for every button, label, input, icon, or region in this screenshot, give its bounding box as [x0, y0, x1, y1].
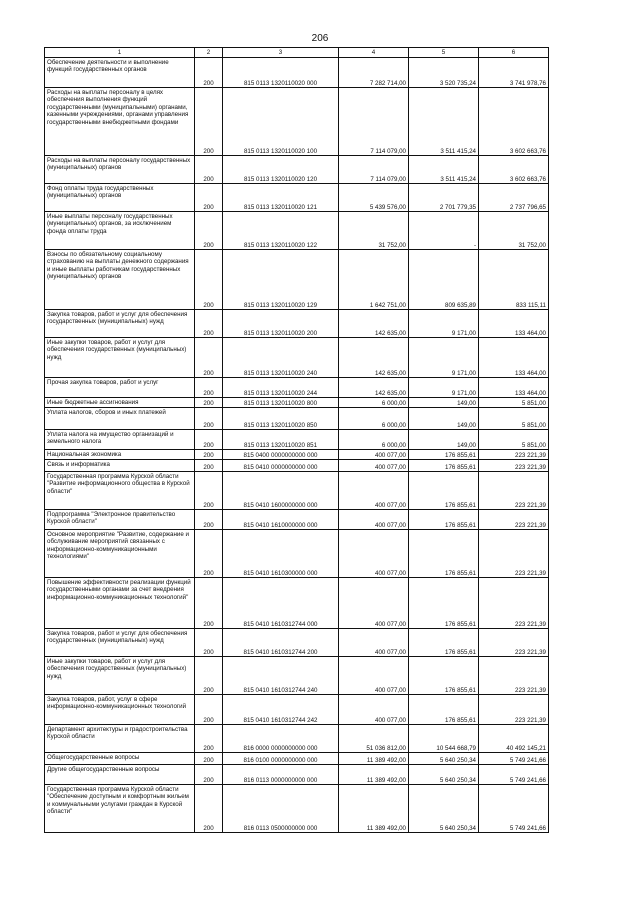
row-code-cell: 200 [195, 510, 223, 530]
row-executed-cell: 9 171,00 [409, 378, 479, 398]
table-row [45, 629, 549, 657]
row-classification-cell: 815 0410 1610312744 242 [223, 695, 339, 725]
row-classification-cell: 815 0410 1610312744 240 [223, 657, 339, 695]
table-row [45, 88, 549, 156]
row-name-cell: Закупка товаров, работ и услуг для обеспечения государственных (муниципальных) нужд [45, 629, 195, 657]
row-classification-cell: 815 0113 1320110020 850 [223, 408, 339, 430]
row-executed-cell: 176 855,61 [409, 450, 479, 460]
row-remaining-cell: 223 221,39 [479, 472, 549, 510]
row-classification-cell: 815 0410 1600000000 000 [223, 472, 339, 510]
row-executed-cell: 5 640 250,34 [409, 753, 479, 765]
table-row [45, 510, 549, 530]
row-approved-cell: 400 077,00 [339, 472, 409, 510]
column-header: 2 [195, 48, 223, 58]
row-classification-cell: 815 0113 1320110020 851 [223, 430, 339, 450]
row-classification-cell: 816 0113 0000000000 000 [223, 765, 339, 785]
row-executed-cell: 5 640 250,34 [409, 785, 479, 833]
row-approved-cell: 7 282 714,00 [339, 58, 409, 88]
row-approved-cell: 6 000,00 [339, 408, 409, 430]
table-row [45, 578, 549, 629]
row-approved-cell: 51 036 812,00 [339, 725, 409, 753]
row-executed-cell: 176 855,61 [409, 629, 479, 657]
row-name-cell: Расходы на выплаты персоналу в целях обеспечения выполнения функций государственными (муниципальными) органами, казенными учреждениями, органами управления государственными внебюджетными фондами [45, 88, 195, 156]
row-code-cell: 200 [195, 785, 223, 833]
row-remaining-cell: 223 221,39 [479, 629, 549, 657]
row-name-cell: Государственная программа Курской области "Обеспечение доступным и комфортным жильем и коммунальными услугами граждан в Курской области" [45, 785, 195, 833]
row-name-cell: Иные закупки товаров, работ и услуг для обеспечения государственных (муниципальных) нужд [45, 338, 195, 378]
row-remaining-cell: 223 221,39 [479, 460, 549, 472]
row-code-cell: 200 [195, 88, 223, 156]
row-executed-cell: 176 855,61 [409, 695, 479, 725]
row-code-cell: 200 [195, 338, 223, 378]
row-code-cell: 200 [195, 460, 223, 472]
row-executed-cell: 809 635,89 [409, 250, 479, 310]
row-classification-cell: 815 0410 1610312744 200 [223, 629, 339, 657]
row-executed-cell: 3 511 415,24 [409, 88, 479, 156]
row-classification-cell: 815 0400 0000000000 000 [223, 450, 339, 460]
row-remaining-cell: 133 464,00 [479, 378, 549, 398]
row-remaining-cell: 3 602 663,76 [479, 88, 549, 156]
row-approved-cell: 142 635,00 [339, 338, 409, 378]
row-remaining-cell: 223 221,39 [479, 510, 549, 530]
row-approved-cell: 11 389 492,00 [339, 753, 409, 765]
row-remaining-cell: 3 602 663,76 [479, 156, 549, 184]
row-approved-cell: 400 077,00 [339, 578, 409, 629]
row-classification-cell: 815 0410 1610312744 000 [223, 578, 339, 629]
row-name-cell: Национальная экономика [45, 450, 195, 460]
row-approved-cell: 11 389 492,00 [339, 785, 409, 833]
row-approved-cell: 11 389 492,00 [339, 765, 409, 785]
table-row [45, 58, 549, 88]
row-remaining-cell: 5 749 241,66 [479, 753, 549, 765]
row-executed-cell: 176 855,61 [409, 510, 479, 530]
row-name-cell: Иные выплаты персоналу государственных (муниципальных) органов, за исключением фонда оплаты труда [45, 212, 195, 250]
row-executed-cell: 176 855,61 [409, 472, 479, 510]
row-name-cell: Уплата налога на имущество организаций и земельного налога [45, 430, 195, 450]
row-approved-cell: 142 635,00 [339, 378, 409, 398]
row-classification-cell: 816 0113 0500000000 000 [223, 785, 339, 833]
row-name-cell: Государственная программа Курской области "Развитие информационного общества в Курской области" [45, 472, 195, 510]
row-remaining-cell: 2 737 796,65 [479, 184, 549, 212]
row-name-cell: Общегосударственные вопросы [45, 753, 195, 765]
row-classification-cell: 815 0113 1320110020 240 [223, 338, 339, 378]
row-executed-cell: 176 855,61 [409, 578, 479, 629]
table-row [45, 338, 549, 378]
row-approved-cell: 142 635,00 [339, 310, 409, 338]
row-executed-cell: 176 855,61 [409, 530, 479, 578]
row-remaining-cell: 3 741 978,76 [479, 58, 549, 88]
row-approved-cell: 400 077,00 [339, 460, 409, 472]
row-name-cell: Связь и информатика [45, 460, 195, 472]
row-remaining-cell: 223 221,39 [479, 695, 549, 725]
row-code-cell: 200 [195, 657, 223, 695]
row-executed-cell: 9 171,00 [409, 338, 479, 378]
row-remaining-cell: 5 749 241,66 [479, 765, 549, 785]
row-remaining-cell: 223 221,39 [479, 657, 549, 695]
row-name-cell: Фонд оплаты труда государственных (муниципальных) органов [45, 184, 195, 212]
row-name-cell: Иные закупки товаров, работ и услуг для обеспечения государственных (муниципальных) нужд [45, 657, 195, 695]
row-code-cell: 200 [195, 310, 223, 338]
table-row [45, 378, 549, 398]
row-remaining-cell: 223 221,39 [479, 450, 549, 460]
row-name-cell: Обеспечение деятельности и выполнение функций государственных органов [45, 58, 195, 88]
row-classification-cell: 815 0113 1320110020 121 [223, 184, 339, 212]
row-code-cell: 200 [195, 629, 223, 657]
column-header-row [45, 48, 549, 58]
row-remaining-cell: 5 851,00 [479, 398, 549, 408]
row-executed-cell: 149,00 [409, 398, 479, 408]
row-remaining-cell: 133 464,00 [479, 310, 549, 338]
table-row [45, 753, 549, 765]
row-name-cell: Взносы по обязательному социальному страхованию на выплаты денежного содержания и иные выплаты работникам государственных (муниципальных) органов [45, 250, 195, 310]
row-classification-cell: 815 0113 1320110020 100 [223, 88, 339, 156]
table-row [45, 765, 549, 785]
row-approved-cell: 6 000,00 [339, 398, 409, 408]
table-row [45, 398, 549, 408]
row-code-cell: 200 [195, 408, 223, 430]
row-executed-cell: 176 855,61 [409, 460, 479, 472]
row-code-cell: 200 [195, 250, 223, 310]
row-executed-cell: 5 640 250,34 [409, 765, 479, 785]
table-row [45, 184, 549, 212]
column-header: 6 [479, 48, 549, 58]
row-name-cell: Иные бюджетные ассигнования [45, 398, 195, 408]
row-executed-cell: 3 520 735,24 [409, 58, 479, 88]
row-approved-cell: 6 000,00 [339, 430, 409, 450]
row-name-cell: Повышение эффективности реализации функций государственными органами за счет внедрения информационно-коммуникационных технологий" [45, 578, 195, 629]
row-approved-cell: 400 077,00 [339, 629, 409, 657]
row-name-cell: Расходы на выплаты персоналу государственных (муниципальных) органов [45, 156, 195, 184]
row-approved-cell: 1 642 751,00 [339, 250, 409, 310]
row-name-cell: Департамент архитектуры и градостроительства Курской области [45, 725, 195, 753]
row-classification-cell: 815 0410 0000000000 000 [223, 460, 339, 472]
row-remaining-cell: 5 749 241,66 [479, 785, 549, 833]
row-name-cell: Подпрограмма "Электронное правительство Курской области" [45, 510, 195, 530]
row-code-cell: 200 [195, 578, 223, 629]
row-code-cell: 200 [195, 725, 223, 753]
table-row [45, 310, 549, 338]
table-row [45, 430, 549, 450]
row-name-cell: Закупка товаров, работ, услуг в сфере информационно-коммуникационных технологий [45, 695, 195, 725]
row-name-cell: Уплата налогов, сборов и иных платежей [45, 408, 195, 430]
row-approved-cell: 400 077,00 [339, 450, 409, 460]
row-remaining-cell: 223 221,39 [479, 530, 549, 578]
row-code-cell: 200 [195, 765, 223, 785]
row-remaining-cell: 5 851,00 [479, 430, 549, 450]
row-name-cell: Закупка товаров, работ и услуг для обеспечения государственных (муниципальных) нужд [45, 310, 195, 338]
row-code-cell: 200 [195, 58, 223, 88]
row-name-cell: Другие общегосударственные вопросы [45, 765, 195, 785]
row-classification-cell: 815 0113 1320110020 000 [223, 58, 339, 88]
table-row [45, 472, 549, 510]
row-approved-cell: 7 114 079,00 [339, 88, 409, 156]
table-row [45, 530, 549, 578]
row-code-cell: 200 [195, 530, 223, 578]
row-code-cell: 200 [195, 753, 223, 765]
table-row [45, 657, 549, 695]
row-remaining-cell: 40 492 145,21 [479, 725, 549, 753]
row-code-cell: 200 [195, 695, 223, 725]
row-executed-cell: 149,00 [409, 408, 479, 430]
row-executed-cell: 9 171,00 [409, 310, 479, 338]
row-classification-cell: 816 0100 0000000000 000 [223, 753, 339, 765]
row-classification-cell: 815 0113 1320110020 244 [223, 378, 339, 398]
row-classification-cell: 815 0410 1610300000 000 [223, 530, 339, 578]
row-classification-cell: 815 0410 1610000000 000 [223, 510, 339, 530]
row-code-cell: 200 [195, 450, 223, 460]
row-executed-cell: 3 511 415,24 [409, 156, 479, 184]
row-code-cell: 200 [195, 156, 223, 184]
row-classification-cell: 816 0000 0000000000 000 [223, 725, 339, 753]
row-remaining-cell: 223 221,39 [479, 578, 549, 629]
row-remaining-cell: 5 851,00 [479, 408, 549, 430]
row-approved-cell: 400 077,00 [339, 657, 409, 695]
row-executed-cell: - [409, 212, 479, 250]
column-header: 4 [339, 48, 409, 58]
row-approved-cell: 400 077,00 [339, 510, 409, 530]
table-row [45, 785, 549, 833]
row-code-cell: 200 [195, 212, 223, 250]
table-row [45, 725, 549, 753]
column-header: 5 [409, 48, 479, 58]
column-header: 1 [45, 48, 195, 58]
row-code-cell: 200 [195, 472, 223, 510]
table-row [45, 408, 549, 430]
row-code-cell: 200 [195, 430, 223, 450]
row-executed-cell: 2 701 779,35 [409, 184, 479, 212]
row-remaining-cell: 133 464,00 [479, 338, 549, 378]
table-row [45, 156, 549, 184]
row-approved-cell: 5 439 576,00 [339, 184, 409, 212]
row-approved-cell: 7 114 079,00 [339, 156, 409, 184]
column-header: 3 [223, 48, 339, 58]
row-classification-cell: 815 0113 1320110020 200 [223, 310, 339, 338]
table-row [45, 212, 549, 250]
row-name-cell: Основное мероприятие "Развитие, содержание и обслуживание мероприятий связанных с информационно-коммуникационными технологиями" [45, 530, 195, 578]
table-row [45, 250, 549, 310]
row-executed-cell: 176 855,61 [409, 657, 479, 695]
table-row [45, 695, 549, 725]
row-name-cell: Прочая закупка товаров, работ и услуг [45, 378, 195, 398]
row-classification-cell: 815 0113 1320110020 120 [223, 156, 339, 184]
row-approved-cell: 31 752,00 [339, 212, 409, 250]
row-classification-cell: 815 0113 1320110020 122 [223, 212, 339, 250]
row-classification-cell: 815 0113 1320110020 800 [223, 398, 339, 408]
table-row [45, 460, 549, 472]
table-row [45, 450, 549, 460]
row-approved-cell: 400 077,00 [339, 695, 409, 725]
row-code-cell: 200 [195, 378, 223, 398]
row-code-cell: 200 [195, 184, 223, 212]
row-remaining-cell: 833 115,11 [479, 250, 549, 310]
page-number: 206 [311, 33, 329, 44]
row-remaining-cell: 31 752,00 [479, 212, 549, 250]
row-code-cell: 200 [195, 398, 223, 408]
row-executed-cell: 149,00 [409, 430, 479, 450]
row-executed-cell: 10 544 668,79 [409, 725, 479, 753]
budget-table [44, 47, 549, 833]
row-approved-cell: 400 077,00 [339, 530, 409, 578]
row-classification-cell: 815 0113 1320110020 129 [223, 250, 339, 310]
